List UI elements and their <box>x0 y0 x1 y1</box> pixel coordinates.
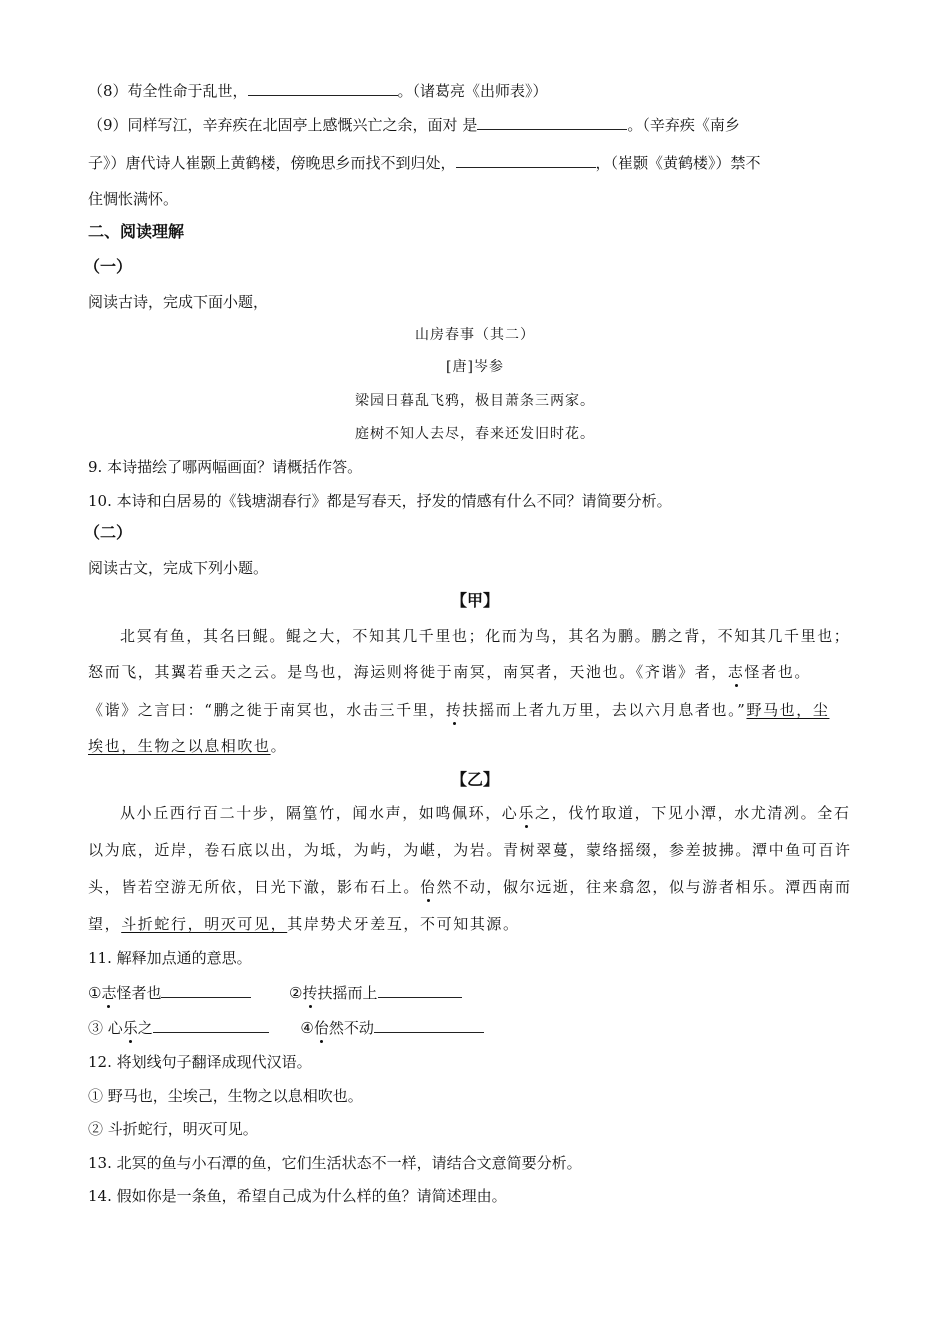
dotted-char: 佁 <box>420 878 437 896</box>
dotted-char: 乐 <box>122 1019 138 1037</box>
answer-blank[interactable] <box>456 152 596 168</box>
q11-row-1: ①志怪者也 ②抟扶摇而上 <box>88 982 462 1003</box>
question-14: 14. 假如你是一条鱼，希望自己成为什么样的鱼？请简述理由。 <box>88 1187 507 1205</box>
fill-q9-cont <box>88 152 761 173</box>
dotted-char: 志 <box>101 984 117 1002</box>
yi-line-3: 头，皆若空游无所依，日光下澈，影布石上。佁然不动，俶尔远逝，往来翕忽，似与游者相乐。潭西南而 <box>88 878 852 896</box>
answer-blank[interactable] <box>477 114 627 130</box>
dotted-char: 抟 <box>445 701 463 719</box>
fill-q9 <box>88 114 740 135</box>
poem-line-2: 庭树不知人去尽，春来还发旧时花。 <box>355 426 595 442</box>
instruction-poem: 阅读古诗，完成下面小题， <box>88 293 269 311</box>
passage-jia-title: 【甲】 <box>450 591 499 610</box>
jia-line-4: 埃也，生物之以息相吹也。 <box>88 737 288 755</box>
question-12: 12. 将划线句子翻译成现代汉语。 <box>88 1053 312 1071</box>
poem-author: [唐]岑参 <box>446 359 504 375</box>
fill-q9-source: 。（辛弃疾《南乡 <box>627 116 740 134</box>
underlined-sentence: 斗折蛇行，明灭可见， <box>121 915 288 933</box>
fill-q9b-source: ，（崔颢《黄鹤楼》）禁不 <box>595 154 761 172</box>
dotted-char: 佁 <box>313 1019 329 1037</box>
fill-q9-text: （9）同样写江，辛弃疾在北固亭上感慨兴亡之余，面对 是 <box>88 116 478 134</box>
fill-q9-end: 住惆怅满怀。 <box>88 190 179 208</box>
underlined-sentence: 埃也，生物之以息相吹也 <box>88 737 271 755</box>
dotted-char: 抟 <box>302 984 318 1002</box>
fill-q8-source: 。（诸葛亮《出师表》） <box>397 82 548 100</box>
answer-blank[interactable] <box>248 80 398 96</box>
question-11: 11. 解释加点通的意思。 <box>88 949 252 967</box>
yi-line-2: 以为底，近岸，卷石底以出，为坻，为屿，为嵁，为岩。青树翠蔓，蒙络摇缀，参差披拂。潭中鱼可百许 <box>88 841 852 859</box>
dotted-char: 志 <box>727 663 745 681</box>
part-two-label: （二） <box>84 523 133 542</box>
underlined-sentence: 野马也，尘 <box>746 701 830 719</box>
dotted-char: 乐 <box>518 804 536 822</box>
part-one-label: （一） <box>84 257 133 276</box>
answer-blank[interactable] <box>374 1017 484 1033</box>
answer-blank[interactable] <box>378 982 462 998</box>
yi-line-4: 望，斗折蛇行，明灭可见，其岸势犬牙差互，不可知其源。 <box>88 915 520 933</box>
instruction-prose: 阅读古文，完成下列小题。 <box>88 559 269 577</box>
q11-row-2: ③ 心乐之 ④佁然不动 <box>88 1017 484 1038</box>
answer-blank[interactable] <box>153 1017 269 1033</box>
fill-q8 <box>88 80 548 101</box>
jia-line-1: 北冥有鱼，其名曰鲲。鲲之大，不知其几千里也；化而为鸟，其名为鹏。鹏之背，不知其几千里也； <box>120 627 851 645</box>
passage-yi-title: 【乙】 <box>450 770 499 789</box>
q12-item-2: ② 斗折蛇行，明灭可见。 <box>88 1120 258 1138</box>
yi-line-1: 从小丘西行百二十步，隔篁竹，闻水声，如鸣佩环，心乐之，伐竹取道，下见小潭，水尤清冽。全石 <box>120 804 851 822</box>
fill-q9b-text: 子》）唐代诗人崔颢上黄鹤楼，傍晚思乡而找不到归处， <box>88 154 456 172</box>
answer-blank[interactable] <box>161 982 251 998</box>
poem-line-1: 梁园日暮乱飞鸦，极目萧条三两家。 <box>355 393 595 409</box>
poem-title: 山房春事（其二） <box>415 327 535 343</box>
section-title: 二、阅读理解 <box>88 222 185 241</box>
jia-line-2: 怒而飞，其翼若垂天之云。是鸟也，海运则将徙于南冥，南冥者，天池也。《齐谐》者，志怪者也。 <box>88 663 811 681</box>
fill-q8-text: （8）苟全性命于乱世， <box>88 82 248 100</box>
question-9: 9. 本诗描绘了哪两幅画面？请概括作答。 <box>88 458 363 476</box>
jia-line-3: 《谐》之言曰：“鹏之徙于南冥也，水击三千里，抟扶摇而上者九万里，去以六月息者也。”野马也，尘 <box>88 701 830 719</box>
question-13: 13. 北冥的鱼与小石潭的鱼，它们生活状态不一样，请结合文意简要分析。 <box>88 1154 582 1172</box>
question-10: 10. 本诗和白居易的《钱塘湖春行》都是写春天，抒发的情感有什么不同？请简要分析。 <box>88 492 672 510</box>
q12-item-1: ① 野马也，尘埃己，生物之以息相吹也。 <box>88 1087 363 1105</box>
